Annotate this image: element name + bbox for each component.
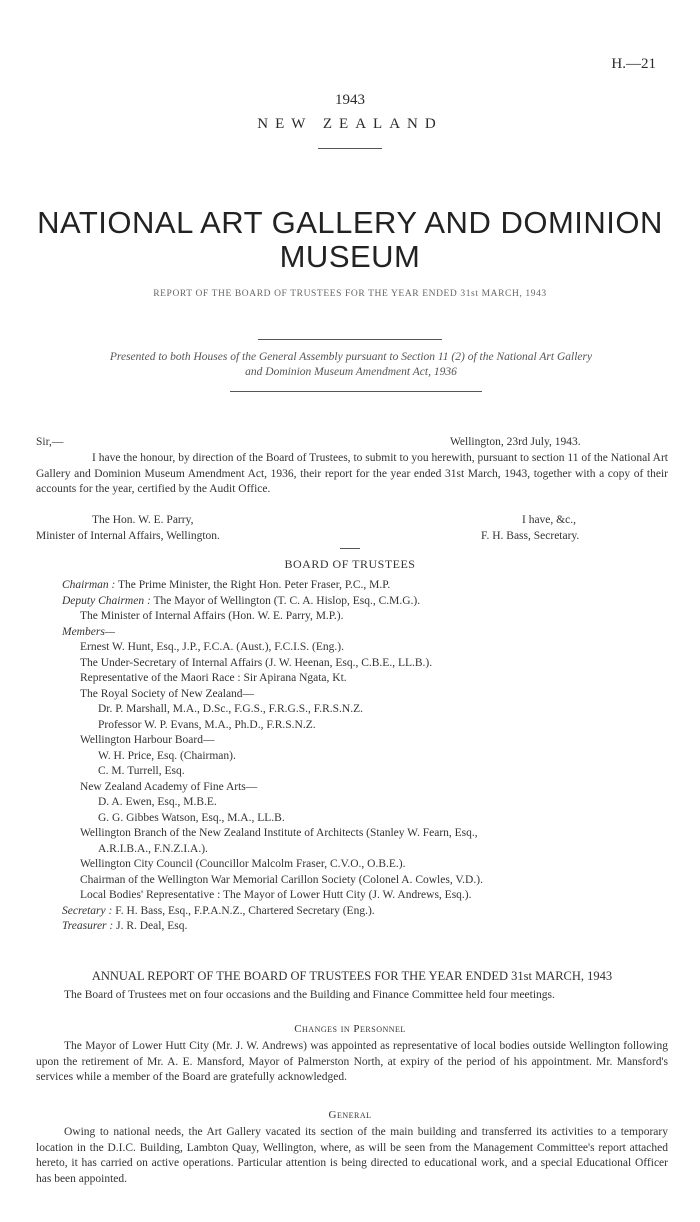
- presentation-line-2: and Dominion Museum Amendment Act, 1936: [245, 366, 457, 378]
- report-subtitle: REPORT OF THE BOARD OF TRUSTEES FOR THE YEAR ENDED 31st MARCH, 1943: [153, 289, 547, 299]
- letter-body: I have the honour, by direction of the Board of Trustees, to submit to you herewith, pursuant to section 11 of the National Art Gallery and Dominion Museum Amendment Act, 1936, their report for the year ended 31st March, 1943, together with a copy of their accounts for the year, certified by the Audit Office.: [36, 452, 668, 495]
- chairman-value: The Prime Minister, the Right Hon. Peter Fraser, P.C., M.P.: [118, 579, 391, 591]
- secretary-value: F. H. Bass, Esq., F.P.A.N.Z., Chartered Secretary (Eng.).: [115, 904, 375, 917]
- member-line: C. M. Turrell, Esq.: [98, 765, 185, 777]
- member-line: Representative of the Maori Race : Sir Apirana Ngata, Kt.: [80, 672, 347, 684]
- member-line: Wellington Harbour Board—: [80, 734, 215, 746]
- letter-place-date: Wellington, 23rd July, 1943.: [450, 436, 581, 448]
- members-label: Members—: [62, 625, 116, 638]
- document-year: 1943: [335, 92, 365, 108]
- general-text: Owing to national needs, the Art Gallery vacated its section of the main building and transferred its activities to a temporary location in the D.I.C. Building, Lambton Quay, Wellington, where, as will be seen from the Management Committee's report attached hereto, it has carried on active operations. Particular attention is being directed to educational work, and a special Educational Officer has been appointed.: [36, 1126, 668, 1185]
- divider: [230, 391, 482, 392]
- member-line: Professor W. P. Evans, M.A., Ph.D., F.R.S.N.Z.: [98, 718, 316, 731]
- page-title: [20, 206, 680, 274]
- divider: [340, 548, 360, 549]
- country-name: NEW ZEALAND: [257, 116, 443, 132]
- annual-intro: The Board of Trustees met on four occasions and the Building and Finance Committee held four meetings.: [64, 989, 555, 1001]
- presentation-line-1: Presented to both Houses of the General Assembly pursuant to Section 11 (2) of the National Art Gallery: [109, 351, 593, 363]
- member-line: The Royal Society of New Zealand—: [80, 687, 255, 700]
- title-line-2: MUSEUM: [279, 239, 421, 274]
- deputy-value: The Mayor of Wellington (T. C. A. Hislop, Esq., C.M.G.).: [153, 594, 421, 607]
- treasurer-value: J. R. Deal, Esq.: [116, 920, 188, 932]
- presentation-note: [36, 350, 666, 380]
- member-line: Local Bodies' Representative : The Mayor of Lower Hutt City (J. W. Andrews, Esq.).: [80, 889, 472, 901]
- chairman-label: Chairman :: [62, 579, 116, 591]
- member-line: The Under-Secretary of Internal Affairs (J. W. Heenan, Esq., C.B.E., LL.B.).: [80, 656, 433, 669]
- title-line-1: NATIONAL ART GALLERY AND DOMINION: [37, 205, 663, 240]
- member-line: D. A. Ewen, Esq., M.B.E.: [98, 796, 217, 808]
- letter-closing: I have, &c.,: [522, 514, 576, 526]
- member-line: W. H. Price, Esq. (Chairman).: [98, 749, 236, 762]
- changes-heading: Changes in Personnel: [294, 1023, 406, 1035]
- member-line: Ernest W. Hunt, Esq., J.P., F.C.A. (Aust.), F.C.I.S. (Eng.).: [80, 641, 344, 653]
- letter-signatory: F. H. Bass, Secretary.: [481, 530, 580, 542]
- letter-addressee-2: Minister of Internal Affairs, Wellington.: [36, 530, 220, 542]
- member-line: A.R.I.B.A., F.N.Z.I.A.).: [98, 842, 208, 855]
- deputy-label: Deputy Chairmen :: [62, 594, 151, 607]
- general-heading: General: [328, 1109, 372, 1121]
- member-line: New Zealand Academy of Fine Arts—: [80, 780, 258, 793]
- member-line: Chairman of the Wellington War Memorial Carillon Society (Colonel A. Cowles, V.D.).: [80, 873, 483, 886]
- divider: [258, 339, 442, 340]
- member-line: G. G. Gibbes Watson, Esq., M.A., LL.B.: [98, 811, 285, 824]
- deputy-value-2: The Minister of Internal Affairs (Hon. W. E. Parry, M.P.).: [80, 610, 344, 622]
- member-line: Wellington City Council (Councillor Malcolm Fraser, C.V.O., O.B.E.).: [80, 858, 406, 870]
- member-line: Wellington Branch of the New Zealand Institute of Architects (Stanley W. Fearn, Esq.,: [80, 827, 478, 839]
- divider: [318, 148, 382, 149]
- board-heading: BOARD OF TRUSTEES: [284, 557, 416, 571]
- letter-salutation: Sir,—: [36, 436, 64, 448]
- document-reference: H.—21: [611, 56, 656, 72]
- changes-text: The Mayor of Lower Hutt City (Mr. J. W. Andrews) was appointed as representative of local bodies outside Wellington following upon the retirement of Mr. A. E. Mansford, Mayor of Palmerston North, at expiry of the period of his appointment. Mr. Mansford's services while a member of the Board are gratefully acknowledged.: [36, 1040, 668, 1083]
- treasurer-label: Treasurer :: [62, 920, 114, 932]
- secretary-label: Secretary :: [62, 904, 113, 917]
- member-line: Dr. P. Marshall, M.A., D.Sc., F.G.S., F.R.G.S., F.R.S.N.Z.: [98, 703, 363, 715]
- board-list: [0, 578, 700, 932]
- letter-addressee-1: The Hon. W. E. Parry,: [92, 514, 194, 526]
- annual-report-heading: ANNUAL REPORT OF THE BOARD OF TRUSTEES FOR THE YEAR ENDED 31st MARCH, 1943: [91, 969, 613, 983]
